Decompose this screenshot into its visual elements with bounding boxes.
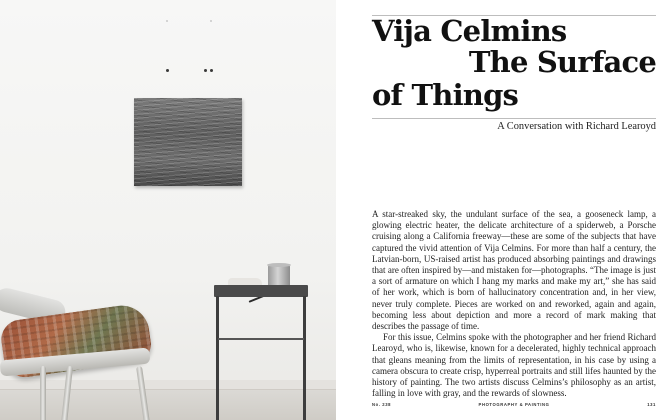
article-page [336,0,672,420]
wall-hook [204,69,207,72]
ocean-painting [134,98,242,186]
studio-floor [0,388,336,420]
issue-number: No. 238 [372,402,392,407]
page-footer [372,402,656,410]
body-paragraph: For this issue, Celmins spoke with the photographer and her friend Richard Learoyd, who is, likewise, known for a decelerated, highly technical approach that gleans meaning from the limits of representation, in his case by using a camera obscura to create crisp, hyperreal portraits and still lifes haunted by the history of painting. The two artists discuss Celmins’s philosophy as an artist, falling in love with gray, and the rewards of slowness. [372,332,656,399]
page-number: 131 [647,402,656,407]
article-body [372,209,656,399]
title-line-3: of Things [372,78,519,112]
body-paragraph: A star-streaked sky, the undulant surface of the sea, a gooseneck lamp, a glowing electric heater, the delicate architecture of a spiderweb, a Porsche cruising along a California freeway—these are some of the subjects that have captured the vivid attention of Vija Celmins. For more than half a century, the Latvian-born, US-raised artist has produced absorbing paintings and drawings that are often inspired by—and mistaken for—photographs. “The image is just a sort of armature on which I hang my marks and make my art,” she has said of her work, which is born of hallucinatory concentration and, in her view, never truly complete. Pieces are worked on and reworked, again and again, becoming less about depiction and more a record of mark making that describes the passage of time. [372,209,656,332]
title-line-1: Vija Celmins [372,14,567,48]
section-name: PHOTOGRAPHY & PAINTING [478,402,550,407]
paint-can [268,265,290,287]
wall-baseboard [0,380,336,390]
title-rule [372,118,656,119]
side-table-top [214,285,308,297]
table-crossbar [218,338,304,340]
wall-hook [166,69,169,72]
chair-leg [40,366,46,420]
table-leg [216,296,219,420]
title-line-2: The Surface [468,45,656,79]
table-leg [303,296,306,420]
wall-hook [210,69,213,72]
wall-mark [210,20,212,22]
article-subtitle: A Conversation with Richard Learoyd [497,121,656,132]
wall-mark [166,20,168,22]
